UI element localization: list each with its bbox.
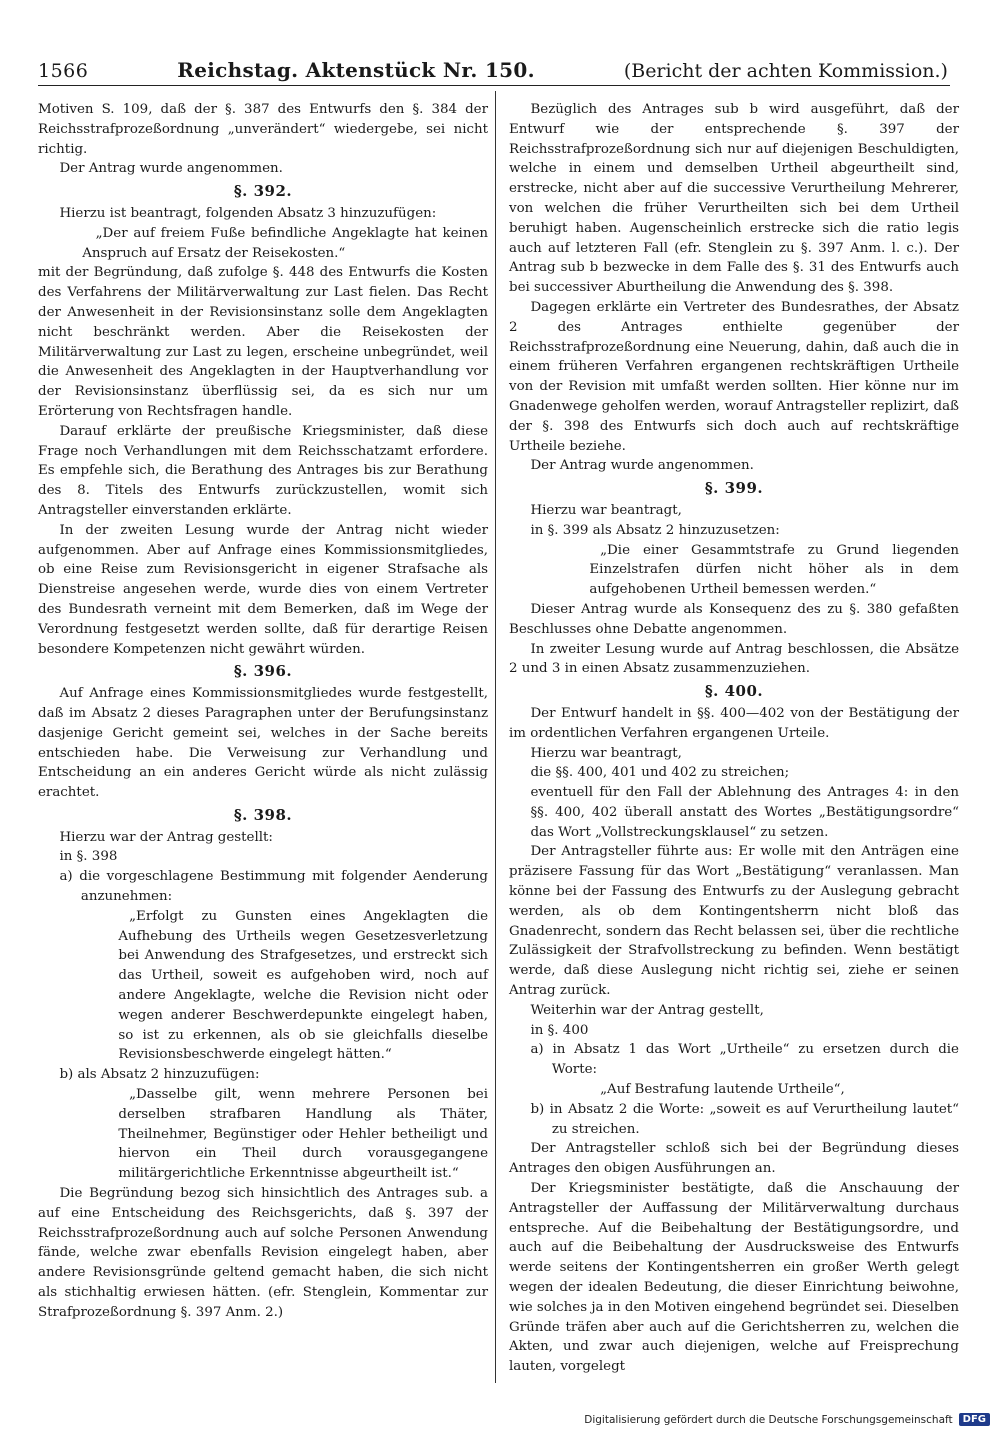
header-title: Reichstag. Aktenstück Nr. 150. <box>177 58 535 82</box>
column-separator <box>495 91 496 1383</box>
paragraph: In der zweiten Lesung wurde der Antrag nicht wieder aufgenommen. Aber auf Anfrage eines Kommissionsmitgliedes, ob eine Reise zum Revisionsgericht in eigener Strafsache als Dienstreise angesehen werde, wurde dies von einem Vertreter des Bundesrath verneint mit dem Bemerken, daß im Wege der Verordnung festgesetzt werden sollte, daß für derartige Reisen besondere Kompetenzen nicht gewährt würden. <box>38 522 488 657</box>
dfg-logo: DFG <box>959 1413 990 1426</box>
section-heading: §. 392. <box>233 182 293 201</box>
paragraph: Der Antrag wurde angenommen. <box>59 161 283 177</box>
paragraph: Auf Anfrage eines Kommissionsmitgliedes wurde festgestellt, daß im Absatz 2 dieses Paragraphen unter der Berufungsinstanz dasjenige Gericht gemeint sei, welches in der Sache bereits entschieden habe. Die Verweisung zur Verhandlung und Entscheidung an ein anderes Gericht würde als nicht zulässig erachtet. <box>38 686 488 801</box>
paragraph: Die Begründung bezog sich hinsichtlich des Antrages sub. a auf eine Entscheidung des Reichsgerichts, daß §. 397 der Reichsstrafprozeßordnung auch auf solche Personen Anwendung fände, welche zwar ebenfalls Revision eingelegt haben, aber andere Revisionsgründe geltend gemacht haben, die sich nicht als stichhaltig erwiesen hätten. (efr. Stenglein, Kommentar zur Strafprozeßordnung §. 397 Anm. 2.) <box>38 1186 488 1320</box>
paragraph: Dieser Antrag wurde als Konsequenz des zu §. 380 gefaßten Beschlusses ohne Debatte angenommen. <box>509 601 959 637</box>
paragraph: mit der Begründung, daß zufolge §. 448 des Entwurfs die Kosten des Verfahrens der Militärverwaltung zur Last fielen. Das Recht der Anwesenheit in der Revisionsinstanz solle dem Angeklagten nicht beschränkt werden. Aber die Reisekosten der Militärverwaltung zur Last zu legen, erscheine unbegründet, weil die Anwesenheit des Angeklagten in der Hauptverhandlung vor der Revisionsinstanz überflüssig sei, da es sich nur um Erörterung von Rechtsfragen handle. <box>38 265 488 419</box>
paragraph: Der Entwurf handelt in §§. 400—402 von der Bestätigung der im ordentlichen Verfahren ergangenen Urteile. <box>509 705 959 741</box>
paragraph: In zweiter Lesung wurde auf Antrag beschlossen, die Absätze 2 und 3 in einen Absatz zusammenzuziehen. <box>509 641 959 677</box>
paragraph: eventuell für den Fall der Ablehnung des Antrages 4: in den §§. 400, 402 überall anstatt des Wortes „Bestätigungsordre“ das Wort „Vollstreckungsklausel“ zu setzen. <box>530 785 959 840</box>
footer-credit: Digitalisierung gefördert durch die Deutsche Forschungsgemeinschaft <box>584 1413 953 1426</box>
paragraph: Hierzu war beantragt, <box>530 745 682 761</box>
footer <box>584 1413 990 1426</box>
paragraph: Hierzu war beantragt, <box>530 502 682 518</box>
paragraph: Der Antrag wurde angenommen. <box>530 458 754 474</box>
paragraph: Der Kriegsminister bestätigte, daß die Anschauung der Antragsteller der Auffassung der Militärverwaltung durchaus entspreche. Auf die Beibehaltung der Bestätigungsordre, und auch auf die Beibehaltung der Ausdrucksweise des Entwurfs werde seitens der Kontingentsherren ein großer Werth gelegt wegen der idealen Bedeutung, die dieser Einrichtung beiwohne, wie solches ja in den Motiven eingehend begründet sei. Dieselben Gründe träfen aber auch auf die Gerichtsherren zu, welchen die Akten, und zwar auch diejenigen, welche auf Freisprechung lauten, vorgelegt <box>509 1181 959 1375</box>
running-header <box>38 58 948 82</box>
header-rule <box>38 85 950 86</box>
right-column <box>509 100 959 1377</box>
paragraph: b) in Absatz 2 die Worte: „soweit es auf Verurtheilung lautet“ zu streichen. <box>530 1101 959 1137</box>
left-column <box>38 100 488 1323</box>
paragraph: „Die einer Gesammtstrafe zu Grund liegenden Einzelstrafen dürfen nicht höher als in dem aufgehobenen Urtheil bemessen werden.“ <box>589 542 959 598</box>
paragraph: a) in Absatz 1 das Wort „Urtheile“ zu ersetzen durch die Worte: <box>530 1042 959 1078</box>
paragraph: „Dasselbe gilt, wenn mehrere Personen bei derselben strafbaren Handlung als Thäter, Theilnehmer, Begünstiger oder Hehler betheiligt und hiervon ein Theil durch vorausgegangene militärgerichtliche Erkenntnisse abgeurtheilt ist.“ <box>118 1087 488 1182</box>
paragraph: Bezüglich des Antrages sub b wird ausgeführt, daß der Entwurf wie der entsprechende §. 397 der Reichsstrafprozeßordnung sich nur auf diejenigen Beschuldigten, welche in einem und demselben Urtheil abgeurtheilt sind, erstrecke, nicht aber auf die successive Verurtheilung Mehrerer, von welchen die früher Verurtheilten sich bei dem Urtheil beruhigt haben. Augenscheinlich erstrecke sich die ratio legis auch auf letzteren Fall (efr. Stenglein zu §. 397 Anm. l. c.). Der Antrag sub b bezwecke in dem Falle des §. 31 des Entwurfs auch bei successiver Aburtheilung die Anwendung des §. 398. <box>509 102 959 296</box>
paragraph: Der Antragsteller schloß sich bei der Begründung dieses Antrages den obigen Ausführungen an. <box>509 1141 959 1177</box>
section-heading: §. 400. <box>704 682 764 701</box>
header-subtitle: (Bericht der achten Kommission.) <box>623 60 948 82</box>
paragraph: in §. 400 <box>530 1022 589 1038</box>
paragraph: Der Antragsteller führte aus: Er wolle mit den Anträgen eine präzisere Fassung für das Wort „Bestätigung“ veranlassen. Man könne bei der Fassung des Entwurfs zu der Auslegung gebracht werden, als ob dem Kontingentsherrn nicht bloß das Gnadenrecht, sondern das Recht belassen sei, über die rechtliche Zulässigkeit der Strafvollstreckung zu befinden. Wenn bestätigt werde, daß diese Auslegung nicht richtig sei, ziehe er seinen Antrag zurück. <box>509 844 959 999</box>
page-number: 1566 <box>38 60 89 82</box>
section-heading: §. 398. <box>233 805 293 824</box>
paragraph: Weiterhin war der Antrag gestellt, <box>530 1002 764 1018</box>
paragraph: in §. 399 als Absatz 2 hinzuzusetzen: <box>530 522 780 538</box>
paragraph: in §. 398 <box>59 849 118 865</box>
paragraph: Dagegen erklärte ein Vertreter des Bundesrathes, der Absatz 2 des Antrages enthielte gegenüber der Reichsstrafprozeßordnung eine Neuerung, dahin, daß auch die in einem früheren Verfahren ergangenen rechtskräftigen Urtheile von der Revision mit umfaßt werden sollten. Hier könne nur im Gnadenwege geholfen werden, worauf Antragsteller replizirt, daß der §. 398 des Entwurfs sich doch auch auf rechtskräftige Urtheile beziehe. <box>509 299 959 454</box>
paragraph: b) als Absatz 2 hinzuzufügen: <box>59 1067 260 1083</box>
paragraph: „Der auf freiem Fuße befindliche Angeklagte hat keinen Anspruch auf Ersatz der Reisekosten.“ <box>82 225 488 261</box>
paragraph: Hierzu ist beantragt, folgenden Absatz 3 hinzuzufügen: <box>59 205 437 221</box>
paragraph: Darauf erklärte der preußische Kriegsminister, daß diese Frage noch Verhandlungen mit dem Reichsschatzamt erfordere. Es empfehle sich, die Berathung des Antrages bis zur Berathung des 8. Titels des Entwurfs zurückzustellen, womit sich Antragsteller einverstanden erklärte. <box>38 423 488 518</box>
paragraph: Motiven S. 109, daß der §. 387 des Entwurfs den §. 384 der Reichsstrafprozeßordnung „unverändert“ wiedergebe, sei nicht richtig. <box>38 102 488 157</box>
paragraph: „Erfolgt zu Gunsten eines Angeklagten die Aufhebung des Urtheils wegen Gesetzesverletzung bei Anwendung des Strafgesetzes, und erstreckt sich das Urtheil, soweit es aufgehoben wird, noch auf andere Angeklagte, welche die Revision nicht oder wegen anderer Beschwerdepunkte eingelegt haben, so ist zu erkennen, als ob sie gleichfalls dieselbe Revisionsbeschwerde eingelegt hätten.“ <box>118 908 488 1063</box>
section-heading: §. 396. <box>233 662 293 681</box>
paragraph: Hierzu war der Antrag gestellt: <box>59 829 273 845</box>
paragraph: die §§. 400, 401 und 402 zu streichen; <box>530 765 790 781</box>
section-heading: §. 399. <box>704 479 764 498</box>
paragraph: „Auf Bestrafung lautende Urtheile“, <box>600 1082 845 1098</box>
paragraph: a) die vorgeschlagene Bestimmung mit folgender Aenderung anzunehmen: <box>59 869 488 905</box>
